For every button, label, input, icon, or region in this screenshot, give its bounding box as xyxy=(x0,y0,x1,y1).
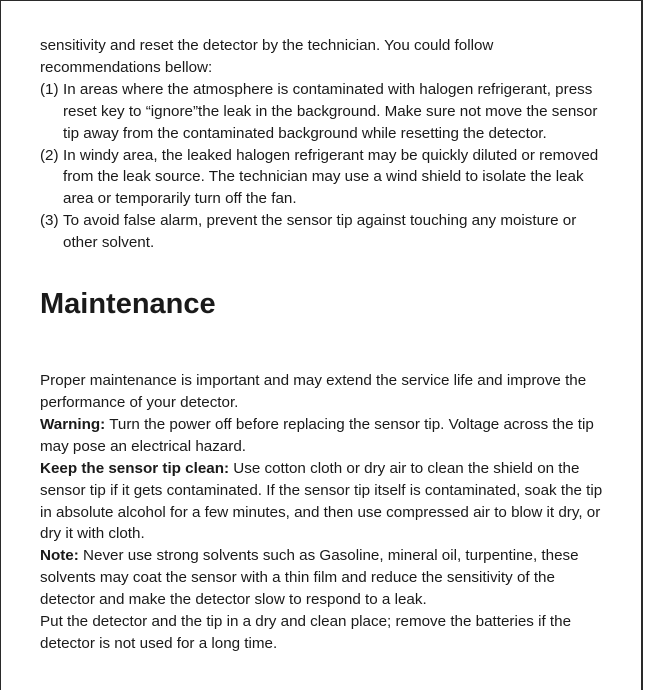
list-item-number: (1) xyxy=(40,80,59,98)
list-item xyxy=(40,145,606,211)
note-label: Note: xyxy=(40,547,79,565)
maintenance-intro: Proper maintenance is important and may extend the service life and improve the performance of your detector. xyxy=(40,372,587,411)
list-item-text: To avoid false alarm, prevent the sensor tip against touching any moisture or other solvent. xyxy=(63,212,577,252)
list-item xyxy=(40,79,606,145)
list-item-number: (3) xyxy=(40,212,59,230)
list-item-number: (2) xyxy=(40,146,59,164)
section-heading: Maintenance xyxy=(40,288,216,321)
note-paragraph xyxy=(40,545,606,611)
list-item-text: In areas where the atmosphere is contaminated with halogen refrigerant, press reset key to “ignore”the leak in the background. Make sure not move the sensor tip away from the contaminated background while resetting the detector. xyxy=(63,80,598,142)
intro-paragraph: sensitivity and reset the detector by the technician. You could follow recommendations bellow: xyxy=(40,37,494,76)
storage-paragraph: Put the detector and the tip in a dry and clean place; remove the batteries if the detector is not used for a long time. xyxy=(40,613,572,652)
clean-paragraph xyxy=(40,458,606,546)
warning-text: Turn the power off before replacing the sensor tip. Voltage across the tip may pose an electrical hazard. xyxy=(40,415,594,455)
warning-paragraph xyxy=(40,414,606,458)
list-item-text: In windy area, the leaked halogen refrigerant may be quickly diluted or removed from the leak source. The technician may use a wind shield to isolate the leak area or temporarily turn off the fan. xyxy=(63,146,599,208)
warning-label: Warning: xyxy=(40,415,106,433)
clean-label: Keep the sensor tip clean: xyxy=(40,459,230,477)
list-item xyxy=(40,210,606,254)
note-text: Never use strong solvents such as Gasoline, mineral oil, turpentine, these solvents may coat the sensor with a thin film and reduce the sensitivity of the detector and make the detector slow to respond to a leak. xyxy=(40,547,579,609)
page-content xyxy=(40,35,606,655)
clean-text: Use cotton cloth or dry air to clean the shield on the sensor tip if it gets contaminated. If the sensor tip itself is contaminated, soak the tip in absolute alcohol for a few minutes, and then use compressed air to blow it dry, or dry it with cloth. xyxy=(40,459,603,543)
